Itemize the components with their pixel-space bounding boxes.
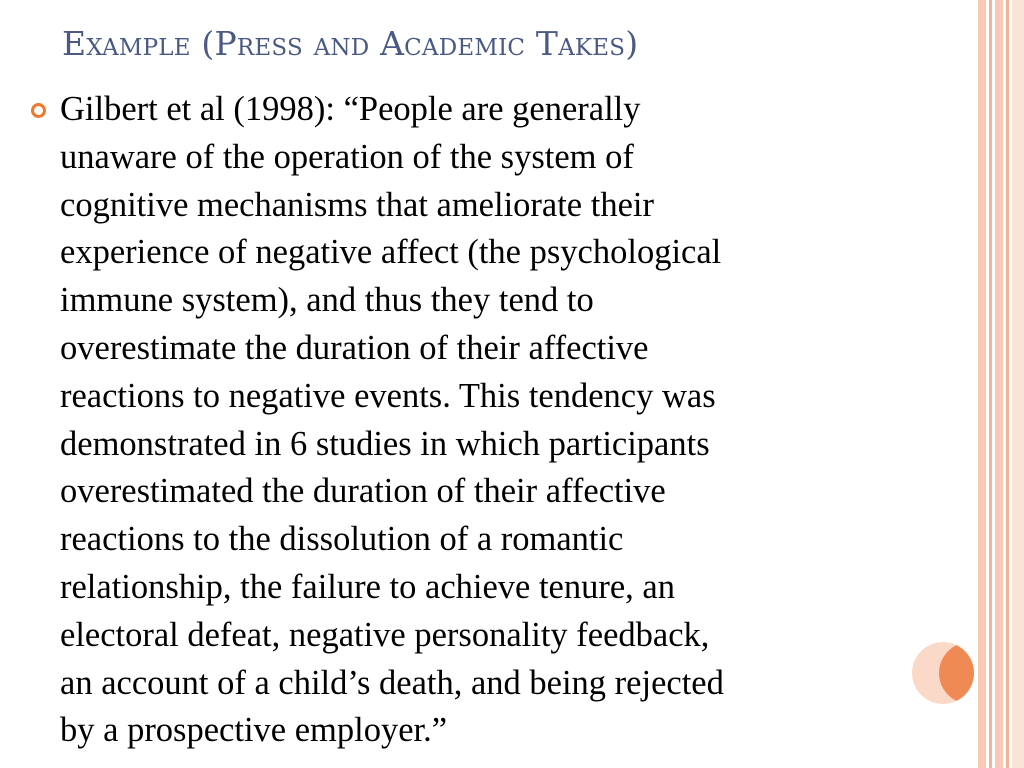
bullet-text-line: immune system), and thus they tend to: [60, 281, 594, 320]
right-edge-stripe: [1006, 0, 1009, 768]
right-edge-stripe: [1012, 0, 1024, 768]
right-edge-stripe: [989, 0, 992, 768]
bullet-text: [60, 86, 960, 755]
slide-title: Example (Press and Academic Takes): [62, 24, 639, 63]
ring-bullet-icon: [31, 103, 46, 118]
bullet-text-line: Gilbert et al (1998): “People are generally: [60, 90, 641, 128]
right-edge-stripe: [995, 0, 1003, 768]
bullet-text-line: electoral defeat, negative personality feedback,: [60, 615, 710, 654]
bullet-text-line: reactions to the dissolution of a romantic: [60, 520, 624, 559]
bullet-text-line: an account of a child’s death, and being rejected: [60, 663, 724, 702]
bullet-text-line: overestimate the duration of their affective: [60, 328, 649, 367]
right-edge-stripe: [978, 0, 986, 768]
bullet-text-line: overestimated the duration of their affective: [60, 472, 666, 511]
bullet-text-line: relationship, the failure to achieve tenure, an: [60, 567, 675, 606]
bullet-text-line: reactions to negative events. This tendency was: [60, 376, 716, 415]
bullet-text-line: demonstrated in 6 studies in which participants: [60, 424, 710, 463]
bullet-text-line: experience of negative affect (the psychological: [60, 233, 722, 272]
bullet-text-line: unaware of the operation of the system of: [60, 137, 634, 176]
bullet-text-line: by a prospective employer.”: [60, 711, 448, 750]
bullet-text-line: cognitive mechanisms that ameliorate their: [60, 185, 654, 224]
